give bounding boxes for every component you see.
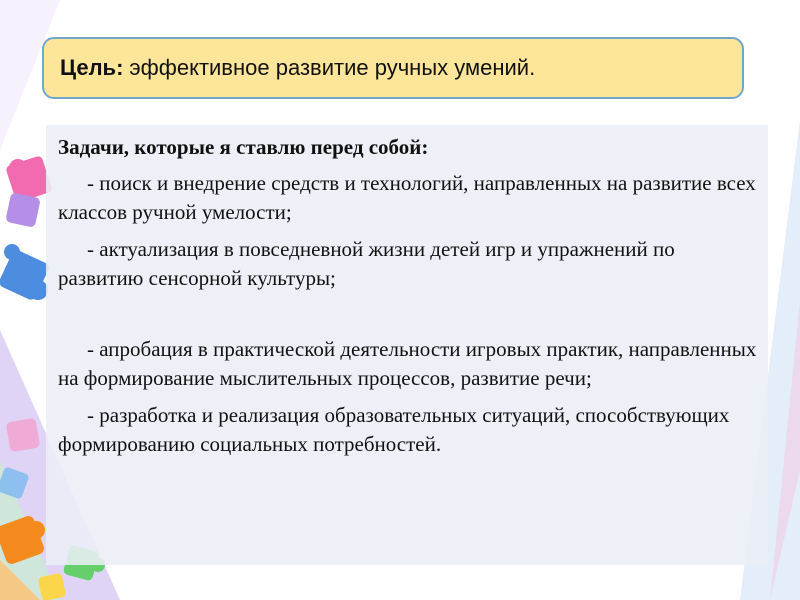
goal-text: эффективное развитие ручных умений. [129, 55, 536, 80]
puzzle-piece-purple [5, 192, 41, 228]
puzzle-piece-blue [0, 244, 51, 302]
puzzle-piece-yellow [38, 573, 66, 600]
goal-banner [42, 37, 744, 99]
task-item: - актуализация в повседневной жизни детей игр и упражнений по развитию сенсорной культуры; [58, 237, 675, 290]
task-item: - поиск и внедрение средств и технологий, направленных на развитие всех классов ручной умелости; [58, 171, 756, 224]
task-item: - разработка и реализация образовательных ситуаций, способствующих формированию социальных потребностей. [58, 403, 730, 456]
goal-label: Цель: [60, 55, 124, 80]
tasks-heading: Задачи, которые я ставлю перед собой: [58, 135, 429, 159]
tasks-content [58, 133, 758, 467]
task-item: - апробация в практической деятельности игровых практик, направленных на формирование мыслительных процессов, развитие речи; [58, 337, 757, 390]
